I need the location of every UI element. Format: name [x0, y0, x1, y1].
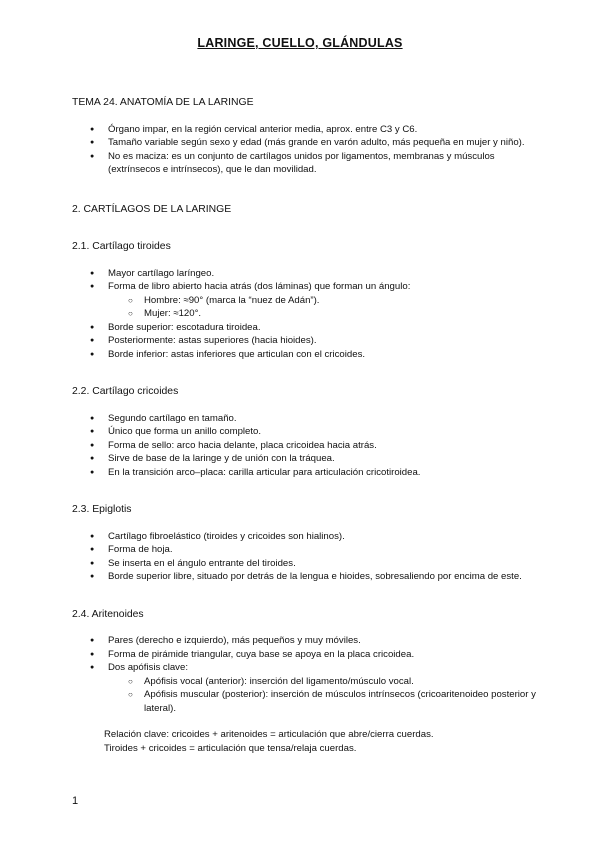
list-item: ● Cartílago fibroelástico (tiroides y cricoides son hialinos).	[108, 530, 542, 544]
tema-list	[108, 123, 542, 177]
sub-list-item: ○ Apófisis vocal (anterior): inserción del ligamento/músculo vocal.	[144, 675, 542, 689]
list-item: ● Forma de hoja.	[108, 543, 542, 557]
subsection-heading: 2.2. Cartílago cricoides	[72, 386, 179, 397]
list-item: ● Segundo cartílago en tamaño.	[108, 412, 542, 426]
page-number: 1	[72, 795, 79, 807]
subsection-heading: 2.1. Cartílago tiroides	[72, 241, 171, 252]
list-item: ● Tamaño variable según sexo y edad (más grande en varón adulto, más pequeña en mujer y niño).	[108, 136, 542, 150]
list-item: ● Borde superior: escotadura tiroidea.	[108, 321, 542, 335]
subsection-heading: 2.4. Aritenoides	[72, 608, 144, 620]
subsection-heading: 2.3. Epiglotis	[72, 504, 132, 515]
sub-list	[144, 294, 542, 321]
document-title: LARINGE, CUELLO, GLÁNDULAS	[197, 36, 403, 50]
sub-list	[144, 675, 542, 716]
list-item-text: Forma de libro abierto hacia atrás (dos láminas) que forman un ángulo:	[108, 281, 411, 292]
relation-line: Tiroides + cricoides = articulación que tensa/relaja cuerdas.	[104, 742, 357, 754]
aritenoides-list	[108, 634, 542, 715]
list-item-text: Dos apófisis clave:	[108, 662, 188, 673]
list-item: ● Forma de pirámide triangular, cuya base se apoya en la placa cricoidea.	[108, 648, 542, 662]
list-item: ● Mayor cartílago laríngeo.	[108, 267, 542, 281]
list-item	[108, 661, 542, 715]
tema-heading: TEMA 24. ANATOMÍA DE LA LARINGE	[72, 97, 254, 108]
list-item: ● Único que forma un anillo completo.	[108, 425, 542, 439]
list-item	[108, 280, 542, 321]
cricoides-list	[108, 412, 542, 480]
list-item: ● Borde superior libre, situado por detrás de la lengua e hioides, sobresaliendo por encima de este.	[108, 570, 542, 584]
tiroides-list	[108, 267, 542, 362]
list-item: ● No es maciza: es un conjunto de cartílagos unidos por ligamentos, membranas y músculos (extrínsecos e intrínsecos), que le dan movilidad.	[108, 150, 542, 177]
epiglotis-list	[108, 530, 542, 584]
sub-list-item: ○ Apófisis muscular (posterior): inserción de músculos intrínsecos (cricoaritenoideo posterior y lateral).	[144, 688, 542, 715]
list-item: ● Posteriormente: astas superiores (hacia hioides).	[108, 334, 542, 348]
section-heading: 2. CARTÍLAGOS DE LA LARINGE	[72, 203, 232, 215]
sub-list-item: ○ Hombre: ≈90° (marca la “nuez de Adán”).	[144, 294, 542, 308]
list-item: ● Órgano impar, en la región cervical anterior media, aprox. entre C3 y C6.	[108, 123, 542, 137]
list-item: ● Se inserta en el ángulo entrante del tiroides.	[108, 557, 542, 571]
list-item: ● Sirve de base de la laringe y de unión con la tráquea.	[108, 452, 542, 466]
relation-line: Relación clave: cricoides + aritenoides = articulación que abre/cierra cuerdas.	[104, 729, 434, 740]
list-item: ● En la transición arco–placa: carilla articular para articulación cricotiroidea.	[108, 466, 542, 480]
sub-list-item: ○ Mujer: ≈120°.	[144, 307, 542, 321]
list-item: ● Pares (derecho e izquierdo), más pequeños y muy móviles.	[108, 634, 542, 648]
document-body	[72, 96, 542, 755]
list-item: ● Borde inferior: astas inferiores que articulan con el cricoides.	[108, 348, 542, 362]
list-item: ● Forma de sello: arco hacia delante, placa cricoidea hacia atrás.	[108, 439, 542, 453]
